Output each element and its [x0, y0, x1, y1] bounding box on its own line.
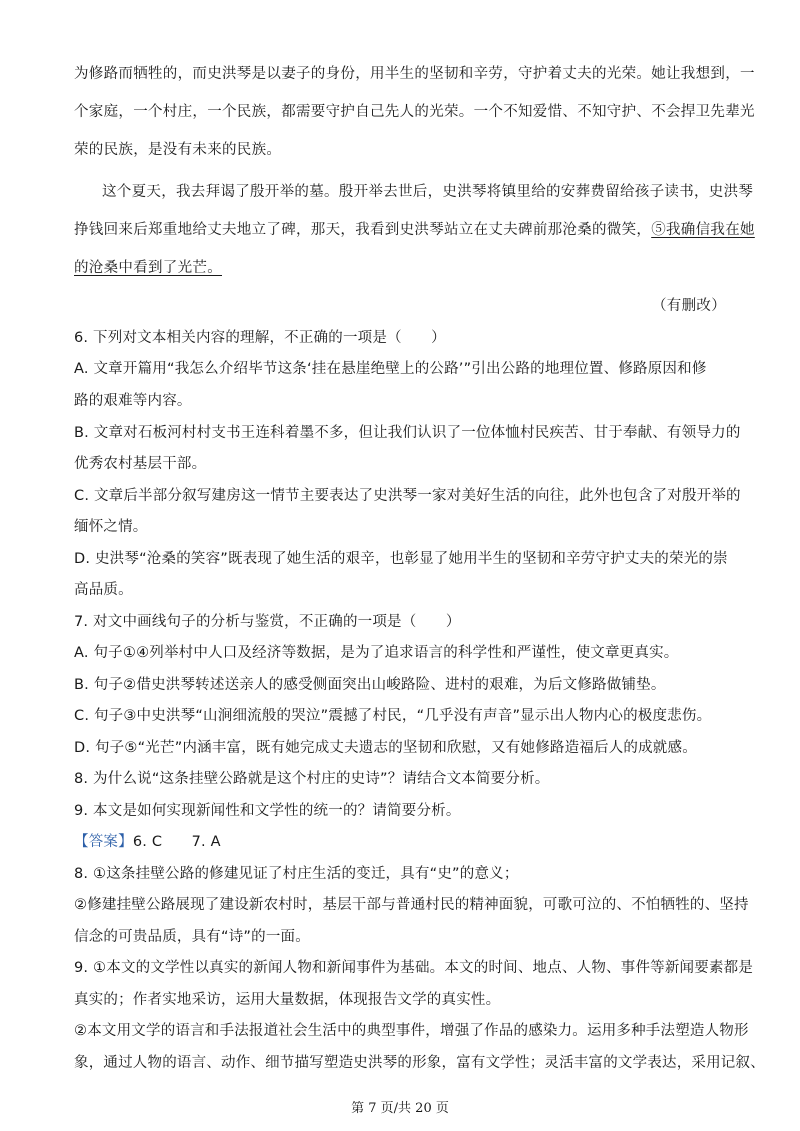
passage-line: 为修路而牺牲的，而史洪琴是以妻子的身份，用半生的坚韧和辛劳，守护着丈夫的光荣。她让我想到，一 — [74, 66, 755, 82]
answer-8-1: 8. ①这条挂壁公路的修建见证了村庄生活的变迁，具有“史”的意义； — [74, 866, 519, 882]
question-8: 8. 为什么说“这条挂壁公路就是这个村庄的史诗”？请结合文本简要分析。 — [74, 771, 550, 787]
answer-9-1: 9. ①本文的文学性以真实的新闻人物和新闻事件为基础。本文的时间、地点、人物、事件等新闻要素都是 — [74, 960, 754, 976]
source-note: （有删改） — [652, 298, 726, 314]
question-7: 7. 对文中画线句子的分析与鉴赏，不正确的一项是（ ） — [74, 614, 461, 630]
question-9: 9. 本文是如何实现新闻性和文学性的统一的？请简要分析。 — [74, 803, 461, 819]
option-6c: C. 文章后半部分叙写建房这一情节主要表达了史洪琴一家对美好生活的向往，此外也包含了对殷开举的 — [74, 488, 741, 504]
option-6b: B. 文章对石板河村村支书王连科着墨不多，但让我们认识了一位体恤村民疾苦、甘于奉献、有领导力的 — [74, 425, 741, 441]
option-6b-cont: 优秀农村基层干部。 — [74, 456, 207, 472]
option-6a-cont: 路的艰难等内容。 — [74, 393, 192, 409]
option-6c-cont: 缅怀之情。 — [74, 519, 148, 535]
passage-line: 荣的民族，是没有未来的民族。 — [74, 142, 282, 158]
answer-9-2: ②本文用文学的语言和手法报道社会生活中的典型事件，增强了作品的感染力。运用多种手法塑造人物形 — [74, 1023, 749, 1039]
option-7b: B. 句子②借史洪琴转述送亲人的感受侧面突出山峻路险、进村的艰难，为后文修路做铺垫。 — [74, 677, 666, 693]
underlined-sentence-5: ⑤我确信我在她 — [651, 222, 755, 238]
option-7a: A. 句子①④列举村中人口及经济等数据，是为了追求语言的科学性和严谨性，使文章更真实。 — [74, 645, 679, 661]
answer-8-2-cont: 信念的可贵品质，具有“诗”的一面。 — [74, 929, 310, 945]
answer-mc: 6. C 7. A — [132, 834, 221, 850]
option-6a: A. 文章开篇用“我怎么介绍毕节这条‘挂在悬崖绝壁上的公路’”引出公路的地理位置、修路原因和修 — [74, 361, 707, 377]
passage-line: 这个夏天，我去拜谒了殷开举的墓。殷开举去世后，史洪琴将镇里给的安葬费留给孩子读书，史洪琴 — [102, 184, 754, 200]
answer-line — [74, 830, 730, 851]
question-6: 6. 下列对文本相关内容的理解，不正确的一项是（ ） — [74, 330, 446, 346]
passage-line: 个家庭，一个村庄，一个民族，都需要守护自己先人的光荣。一个不知爱惜、不知守护、不会捍卫先辈光 — [74, 104, 755, 120]
option-7c: C. 句子③中史洪琴“山涧细流般的哭泣”震撼了村民，“几乎没有声音”显示出人物内心的极度悲伤。 — [74, 708, 712, 724]
passage-text: 挣钱回来后郑重地给丈夫地立了碑，那天，我看到史洪琴站立在丈夫碑前那沧桑的微笑， — [74, 222, 652, 238]
page-footer: 第 7 页/共 20 页 — [351, 1101, 449, 1116]
option-6d: D. 史洪琴“沧桑的笑容”既表现了她生活的艰辛，也彰显了她用半生的坚韧和辛劳守护丈夫的荣光的崇 — [74, 551, 728, 567]
answer-9-2-cont: 象，通过人物的语言、动作、细节描写塑造史洪琴的形象，富有文学性；灵活丰富的文学表达，采用记叙、 — [74, 1055, 765, 1071]
option-7d: D. 句子⑤“光芒”内涵丰富，既有她完成丈夫遗志的坚韧和欣慰，又有她修路造福后人的成就感。 — [74, 740, 697, 756]
underlined-sentence-5-cont: 的沧桑中看到了光芒。 — [74, 260, 222, 276]
passage-line — [74, 256, 730, 277]
answer-tag: 【答案】 — [74, 834, 133, 850]
answer-9-1-cont: 真实的；作者实地采访，运用大量数据，体现报告文学的真实性。 — [74, 992, 501, 1008]
option-6d-cont: 高品质。 — [74, 582, 133, 598]
passage-line — [74, 218, 755, 239]
answer-8-2: ②修建挂壁公路展现了建设新农村时，基层干部与普通村民的精神面貌，可歌可泣的、不怕牺牲的、坚持 — [74, 897, 749, 913]
